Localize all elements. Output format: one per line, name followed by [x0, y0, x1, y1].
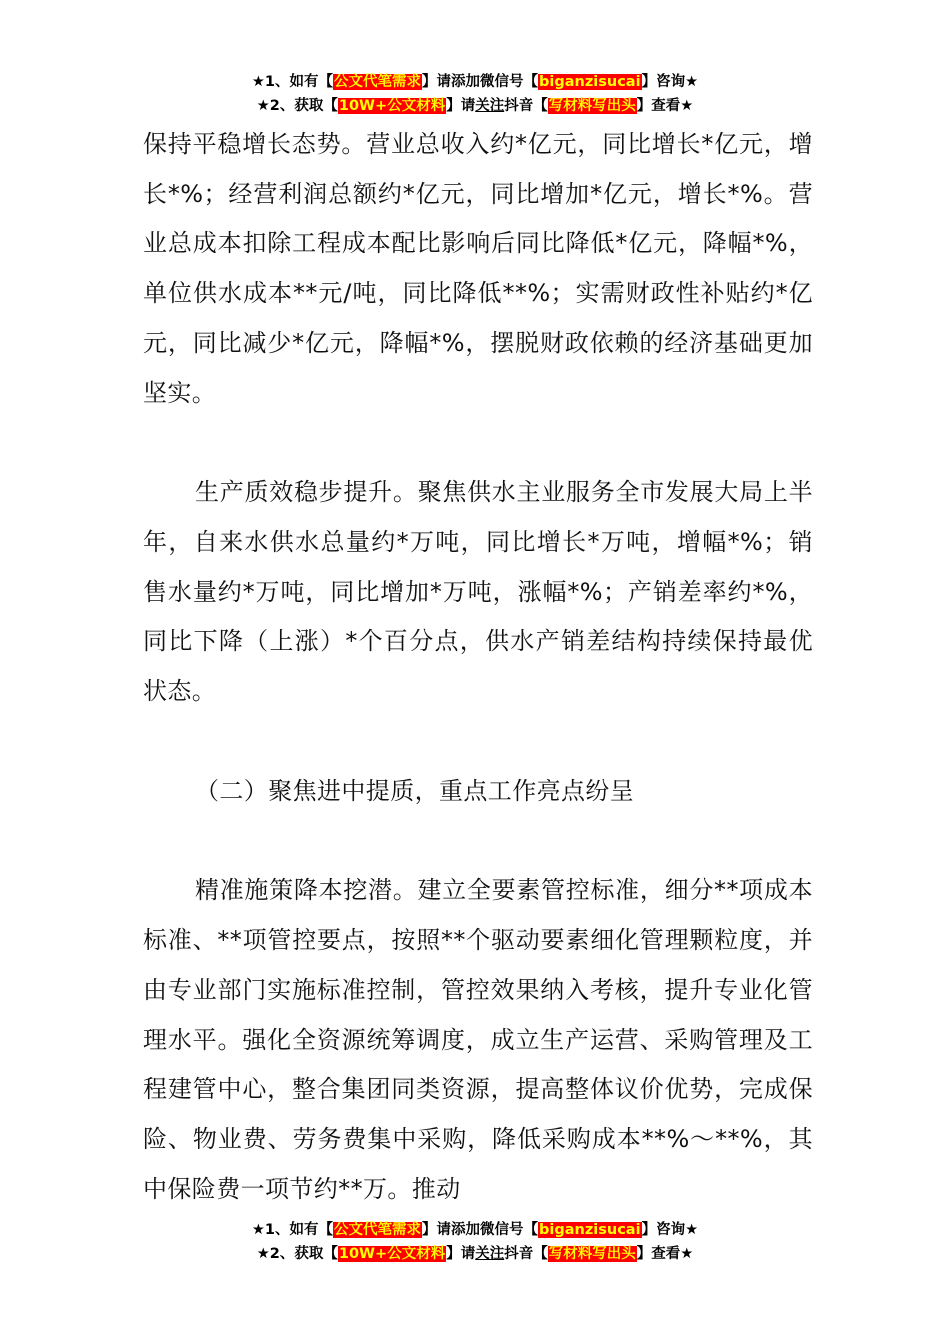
- banner-line-2: [0, 1242, 950, 1266]
- banner-text: 】查看★: [636, 98, 694, 114]
- banner-text: 】咨询★: [641, 1222, 699, 1238]
- banner-text: ★2、获取【: [256, 98, 338, 114]
- banner-line-1: [0, 1218, 950, 1242]
- douyin-account: 写材料写出头: [548, 98, 636, 114]
- highlight-label: 公文代笔需求: [334, 1222, 422, 1238]
- banner-line-1: [0, 70, 950, 94]
- banner-text: 】请: [446, 98, 476, 114]
- banner-text: 抖音【: [504, 98, 548, 114]
- banner-line-2: [0, 94, 950, 118]
- paragraph-production: 生产质效稳步提升。聚焦供水主业服务全市发展大局上半年，自来水供水总量约*万吨，同比增长*万吨，增幅*%；销售水量约*万吨，同比增加*万吨，涨幅*%；产销差率约*%，同比下降（上涨）*个百分点，供水产销差结构持续保持最优状态。: [143, 478, 813, 706]
- banner-text: ★1、如有【: [251, 1222, 334, 1238]
- banner-text: 】请添加微信号【: [422, 74, 539, 90]
- wechat-id: biganzisucai: [539, 1222, 641, 1238]
- paragraph-cost-control: 精准施策降本挖潜。建立全要素管控标准，细分**项成本标准、**项管控要点，按照**个驱动要素细化管理颗粒度，并由专业部门实施标准控制，管控效果纳入考核，提升专业化管理水平。强化全资源统筹调度，成立生产运营、采购管理及工程建管中心，整合集团同类资源，提高整体议价优势，完成保险、物业费、劳务费集中采购，降低采购成本**%～**%，其中保险费一项节约**万。推动: [143, 876, 813, 1203]
- banner-text: 】请: [446, 1246, 476, 1262]
- banner-text: ★1、如有【: [251, 74, 334, 90]
- header-banner: [0, 70, 950, 118]
- banner-text: 】请添加微信号【: [422, 1222, 539, 1238]
- footer-banner: [0, 1218, 950, 1266]
- document-body: [143, 120, 813, 1214]
- underlined-text: 关注: [475, 1246, 505, 1262]
- paragraph-revenue: 保持平稳增长态势。营业总收入约*亿元，同比增长*亿元，增长*%；经营利润总额约*亿元，同比增加*亿元，增长*%。营业总成本扣除工程成本配比影响后同比降低*亿元，降幅*%，单位供水成本**元/吨，同比降低**%；实需财政性补贴约*亿元，同比减少*亿元，降幅*%，摆脱财政依赖的经济基础更加坚实。: [143, 130, 813, 407]
- section-heading: （二）聚焦进中提质，重点工作亮点纷呈: [195, 776, 635, 805]
- highlight-label: 公文代笔需求: [334, 74, 422, 90]
- banner-text: 抖音【: [504, 1246, 548, 1262]
- banner-text: ★2、获取【: [256, 1246, 338, 1262]
- banner-text: 】咨询★: [641, 74, 699, 90]
- highlight-label: 10W+公文材料: [338, 1246, 446, 1262]
- wechat-id: biganzisucai: [539, 74, 641, 90]
- highlight-label: 10W+公文材料: [338, 98, 446, 114]
- douyin-account: 写材料写出头: [548, 1246, 636, 1262]
- underlined-text: 关注: [475, 98, 505, 114]
- banner-text: 】查看★: [636, 1246, 694, 1262]
